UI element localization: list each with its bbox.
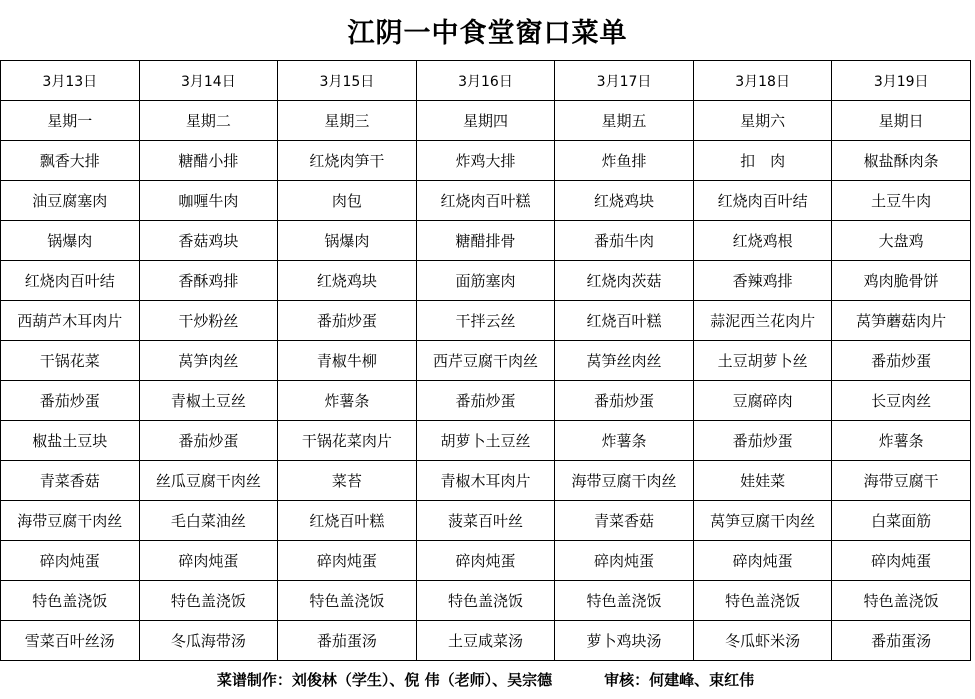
dish-cell: 番茄炒蛋: [693, 421, 832, 461]
dish-cell: 碎肉炖蛋: [416, 541, 555, 581]
dish-cell: 红烧肉百叶结: [1, 261, 140, 301]
review-text: 审核：何建峰、束红伟: [604, 670, 755, 689]
dish-row: [1, 221, 971, 261]
date-cell: 3月18日: [693, 61, 832, 101]
dish-cell: 番茄蛋汤: [278, 621, 417, 661]
dish-cell: 莴笋丝肉丝: [555, 341, 694, 381]
dish-cell: 香酥鸡排: [139, 261, 278, 301]
date-cell: 3月17日: [555, 61, 694, 101]
date-cell: 3月15日: [278, 61, 417, 101]
menu-table: [0, 60, 971, 661]
dish-cell: 糖醋小排: [139, 141, 278, 181]
date-cell: 3月16日: [416, 61, 555, 101]
dish-cell: 娃娃菜: [693, 461, 832, 501]
dish-cell: 海带豆腐干肉丝: [1, 501, 140, 541]
dish-row: [1, 461, 971, 501]
dish-cell: 特色盖浇饭: [832, 581, 971, 621]
dish-cell: 咖喱牛肉: [139, 181, 278, 221]
dish-cell: 扣 肉: [693, 141, 832, 181]
dish-cell: 番茄炒蛋: [1, 381, 140, 421]
dish-cell: 冬瓜海带汤: [139, 621, 278, 661]
dish-cell: 飘香大排: [1, 141, 140, 181]
dish-cell: 海带豆腐干: [832, 461, 971, 501]
dish-row: [1, 141, 971, 181]
dish-cell: 干锅花菜: [1, 341, 140, 381]
dish-cell: 干炒粉丝: [139, 301, 278, 341]
dish-cell: 红烧鸡块: [278, 261, 417, 301]
dish-cell: 鸡肉脆骨饼: [832, 261, 971, 301]
dish-row: [1, 381, 971, 421]
dish-cell: 土豆咸菜汤: [416, 621, 555, 661]
dish-cell: 青椒牛柳: [278, 341, 417, 381]
dish-cell: 炸鱼排: [555, 141, 694, 181]
dish-cell: 丝瓜豆腐干肉丝: [139, 461, 278, 501]
dish-cell: 青菜香菇: [555, 501, 694, 541]
menu-table-body: [1, 61, 971, 661]
dish-cell: 蒜泥西兰花肉片: [693, 301, 832, 341]
dish-cell: 糖醋排骨: [416, 221, 555, 261]
dish-cell: 油豆腐塞肉: [1, 181, 140, 221]
dish-cell: 特色盖浇饭: [555, 581, 694, 621]
dish-cell: 面筋塞肉: [416, 261, 555, 301]
dish-cell: 锅爆肉: [278, 221, 417, 261]
dish-cell: 番茄蛋汤: [832, 621, 971, 661]
dish-cell: 番茄炒蛋: [555, 381, 694, 421]
dish-cell: 莴笋豆腐干肉丝: [693, 501, 832, 541]
dish-cell: 长豆肉丝: [832, 381, 971, 421]
dish-cell: 西芹豆腐干肉丝: [416, 341, 555, 381]
dish-cell: 肉包: [278, 181, 417, 221]
dish-cell: 青菜香菇: [1, 461, 140, 501]
weekday-cell: 星期一: [1, 101, 140, 141]
dish-cell: 碎肉炖蛋: [555, 541, 694, 581]
dish-cell: 红烧百叶糕: [278, 501, 417, 541]
dish-cell: 红烧鸡块: [555, 181, 694, 221]
dish-cell: 椒盐土豆块: [1, 421, 140, 461]
dish-cell: 香菇鸡块: [139, 221, 278, 261]
dish-cell: 青椒土豆丝: [139, 381, 278, 421]
dish-cell: 特色盖浇饭: [139, 581, 278, 621]
dish-cell: 胡萝卜土豆丝: [416, 421, 555, 461]
dish-row: [1, 301, 971, 341]
dish-cell: 番茄牛肉: [555, 221, 694, 261]
dish-cell: 菜苔: [278, 461, 417, 501]
dish-cell: 碎肉炖蛋: [693, 541, 832, 581]
dish-cell: 炸鸡大排: [416, 141, 555, 181]
dish-cell: 红烧肉百叶糕: [416, 181, 555, 221]
dish-cell: 番茄炒蛋: [416, 381, 555, 421]
dish-row: [1, 341, 971, 381]
dish-row: [1, 581, 971, 621]
dish-cell: 青椒木耳肉片: [416, 461, 555, 501]
dish-row: [1, 261, 971, 301]
dish-cell: 碎肉炖蛋: [1, 541, 140, 581]
dish-cell: 特色盖浇饭: [1, 581, 140, 621]
dish-cell: 锅爆肉: [1, 221, 140, 261]
dish-cell: 香辣鸡排: [693, 261, 832, 301]
dish-cell: 炸薯条: [832, 421, 971, 461]
dish-cell: 萝卜鸡块汤: [555, 621, 694, 661]
dish-cell: 红烧肉百叶结: [693, 181, 832, 221]
dish-cell: 红烧肉茨菇: [555, 261, 694, 301]
dish-cell: 冬瓜虾米汤: [693, 621, 832, 661]
dish-cell: 菠菜百叶丝: [416, 501, 555, 541]
dish-cell: 毛白菜油丝: [139, 501, 278, 541]
dish-cell: 红烧百叶糕: [555, 301, 694, 341]
dish-cell: 莴笋蘑菇肉片: [832, 301, 971, 341]
dish-cell: 碎肉炖蛋: [278, 541, 417, 581]
weekday-row: [1, 101, 971, 141]
dish-cell: 干锅花菜肉片: [278, 421, 417, 461]
dish-cell: 土豆胡萝卜丝: [693, 341, 832, 381]
dish-cell: 豆腐碎肉: [693, 381, 832, 421]
weekday-cell: 星期日: [832, 101, 971, 141]
dish-cell: 炸薯条: [278, 381, 417, 421]
dish-cell: 炸薯条: [555, 421, 694, 461]
dish-cell: 番茄炒蛋: [278, 301, 417, 341]
weekday-cell: 星期三: [278, 101, 417, 141]
weekday-cell: 星期四: [416, 101, 555, 141]
dish-cell: 特色盖浇饭: [416, 581, 555, 621]
dish-cell: 红烧鸡根: [693, 221, 832, 261]
dish-cell: 西葫芦木耳肉片: [1, 301, 140, 341]
dish-cell: 海带豆腐干肉丝: [555, 461, 694, 501]
weekday-cell: 星期二: [139, 101, 278, 141]
dish-cell: 特色盖浇饭: [278, 581, 417, 621]
footer: [0, 660, 971, 698]
dish-row: [1, 621, 971, 661]
weekday-cell: 星期六: [693, 101, 832, 141]
date-row: [1, 61, 971, 101]
dish-cell: 干拌云丝: [416, 301, 555, 341]
dish-row: [1, 541, 971, 581]
credits-text: 菜谱制作：刘俊林（学生）、倪 伟（老师）、吴宗德: [216, 670, 553, 689]
dish-cell: 雪菜百叶丝汤: [1, 621, 140, 661]
dish-cell: 大盘鸡: [832, 221, 971, 261]
dish-cell: 碎肉炖蛋: [139, 541, 278, 581]
dish-cell: 土豆牛肉: [832, 181, 971, 221]
dish-cell: 番茄炒蛋: [139, 421, 278, 461]
dish-row: [1, 421, 971, 461]
dish-cell: 番茄炒蛋: [832, 341, 971, 381]
page-title: 江阴一中食堂窗口菜单: [347, 17, 628, 49]
dish-cell: 白菜面筋: [832, 501, 971, 541]
date-cell: 3月19日: [832, 61, 971, 101]
dish-cell: 莴笋肉丝: [139, 341, 278, 381]
weekday-cell: 星期五: [555, 101, 694, 141]
date-cell: 3月14日: [139, 61, 278, 101]
dish-cell: 碎肉炖蛋: [832, 541, 971, 581]
dish-cell: 红烧肉笋干: [278, 141, 417, 181]
dish-cell: 特色盖浇饭: [693, 581, 832, 621]
dish-row: [1, 181, 971, 221]
dish-cell: 椒盐酥肉条: [832, 141, 971, 181]
date-cell: 3月13日: [1, 61, 140, 101]
dish-row: [1, 501, 971, 541]
